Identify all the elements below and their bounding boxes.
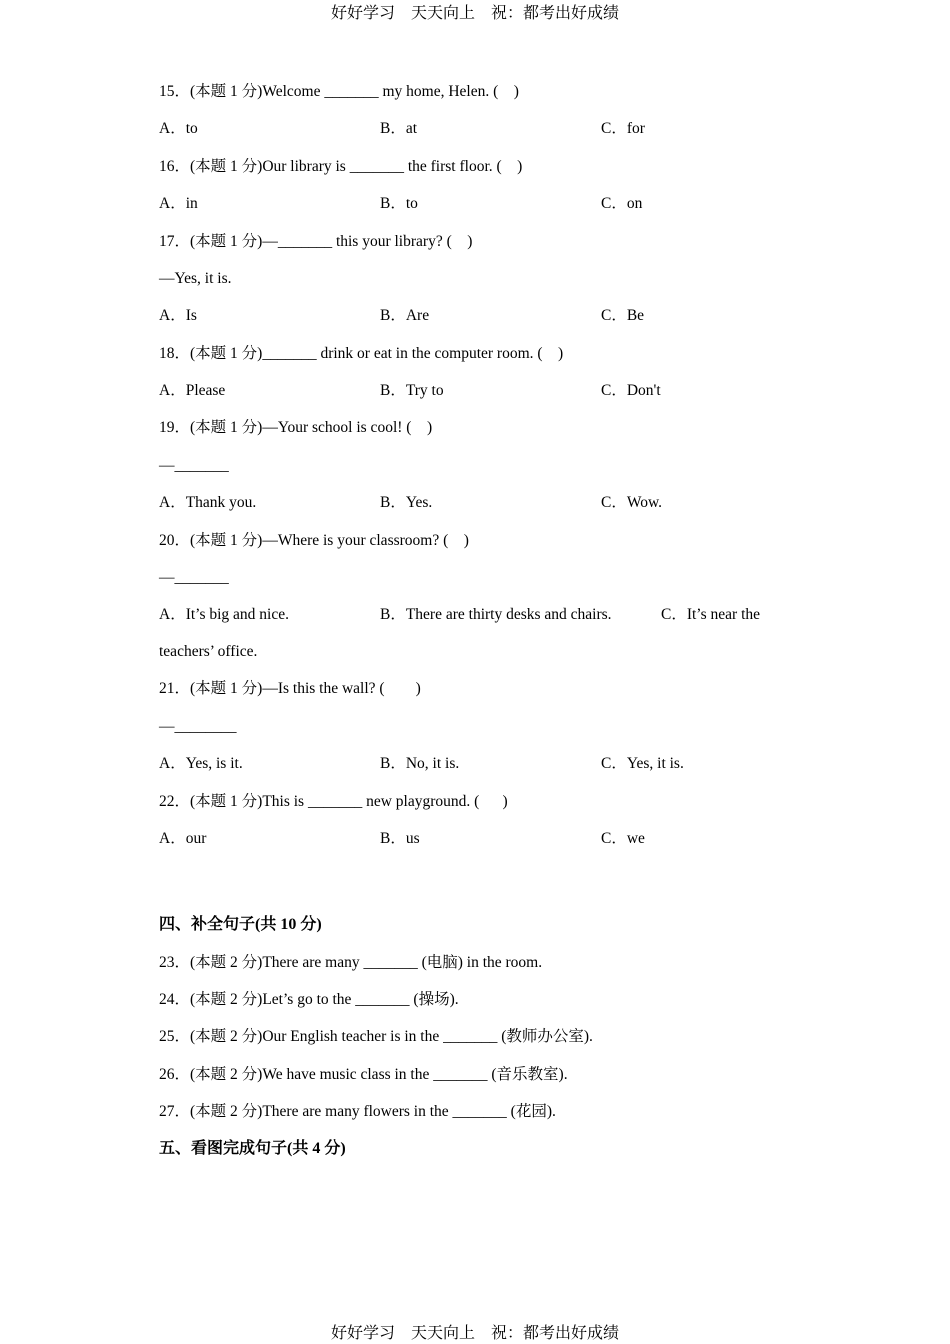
- question-19: 19．(本题 1 分)—Your school is cool! ( ): [159, 419, 433, 436]
- question-18: 18．(本题 1 分)_______ drink or eat in the computer room. ( ): [159, 345, 564, 362]
- q15-option-b: B．at: [380, 120, 418, 137]
- q20-answer-blank: —_______: [159, 569, 229, 586]
- q21-answer-blank: —________: [159, 718, 237, 735]
- question-23: 23．(本题 2 分)There are many _______ (电脑) in the room.: [159, 954, 543, 971]
- page-footer: 好好学习 天天向上 祝：都考出好成绩: [330, 1325, 619, 1342]
- question-22: 22．(本题 1 分)This is _______ new playground. ( ): [159, 793, 508, 810]
- question-24: 24．(本题 2 分)Let’s go to the _______ (操场).: [159, 991, 459, 1008]
- question-21: 21．(本题 1 分)—Is this the wall? ( ): [159, 680, 421, 697]
- question-16: 16．(本题 1 分)Our library is _______ the first floor. ( ): [159, 158, 523, 175]
- q22-option-b: B．us: [380, 830, 420, 847]
- q22-option-a: A．our: [159, 830, 207, 847]
- q19-option-b: B．Yes.: [380, 494, 433, 511]
- q20-option-c-wrap: teachers’ office.: [159, 643, 258, 660]
- q16-option-c: C．on: [601, 195, 643, 212]
- section-4-title: 四、补全句子(共 10 分): [159, 916, 322, 933]
- q21-option-a: A．Yes, is it.: [159, 755, 243, 772]
- q18-option-a: A．Please: [159, 382, 226, 399]
- page-header: 好好学习 天天向上 祝：都考出好成绩: [330, 5, 619, 22]
- q19-option-c: C．Wow.: [601, 494, 663, 511]
- q22-option-c: C．we: [601, 830, 645, 847]
- question-25: 25．(本题 2 分)Our English teacher is in the _______ (教师办公室).: [159, 1028, 593, 1045]
- q20-option-c: C．It’s near the: [661, 606, 761, 623]
- q15-option-c: C．for: [601, 120, 645, 137]
- q18-option-c: C．Don't: [601, 382, 661, 399]
- q21-option-c: C．Yes, it is.: [601, 755, 684, 772]
- question-20: 20．(本题 1 分)—Where is your classroom? ( ): [159, 532, 469, 549]
- q20-option-a: A．It’s big and nice.: [159, 606, 290, 623]
- q17-option-a: A．Is: [159, 307, 197, 324]
- question-26: 26．(本题 2 分)We have music class in the _______ (音乐教室).: [159, 1066, 568, 1083]
- q18-option-b: B．Try to: [380, 382, 444, 399]
- section-5-title: 五、看图完成句子(共 4 分): [159, 1140, 346, 1157]
- question-15: 15．(本题 1 分)Welcome _______ my home, Helen. ( ): [159, 83, 519, 100]
- q19-answer-blank: —_______: [159, 457, 229, 474]
- q17-dialogue: —Yes, it is.: [159, 270, 232, 287]
- q19-option-a: A．Thank you.: [159, 494, 257, 511]
- q17-option-b: B．Are: [380, 307, 430, 324]
- q15-option-a: A．to: [159, 120, 198, 137]
- q20-option-b: B．There are thirty desks and chairs.: [380, 606, 612, 623]
- q16-option-b: B．to: [380, 195, 418, 212]
- q16-option-a: A．in: [159, 195, 198, 212]
- q21-option-b: B．No, it is.: [380, 755, 460, 772]
- q17-option-c: C．Be: [601, 307, 645, 324]
- question-17: 17．(本题 1 分)—_______ this your library? ( ): [159, 233, 473, 250]
- question-27: 27．(本题 2 分)There are many flowers in the _______ (花园).: [159, 1103, 556, 1120]
